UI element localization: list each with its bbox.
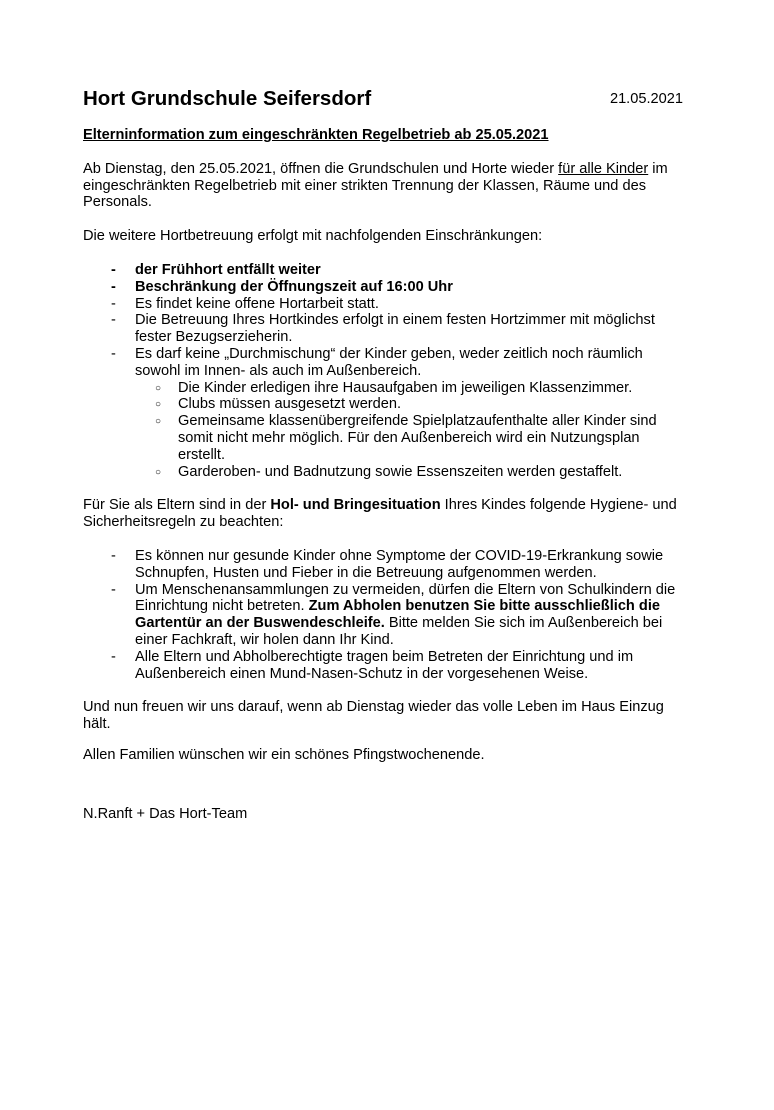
sub-list-item: ○ Garderoben- und Badnutzung sowie Essenszeiten werden gestaffelt. xyxy=(135,464,683,481)
restrictions-intro: Die weitere Hortbetreuung erfolgt mit nachfolgenden Einschränkungen: xyxy=(83,228,543,245)
hygiene-intro xyxy=(83,497,683,531)
list-item-text-bold: Zum Abholen benutzen Sie bitte ausschließlich die Gartentür an der Buswendeschleife. xyxy=(135,598,660,632)
letter-title: Hort Grundschule Seifersdorf xyxy=(83,87,372,110)
signature: N.Ranft + Das Hort-Team xyxy=(83,805,248,822)
sub-list-item: ○ Die Kinder erledigen ihre Hausaufgaben im jeweiligen Klassenzimmer. xyxy=(135,380,683,397)
closing-paragraph: Und nun freuen wir uns darauf, wenn ab Dienstag wieder das volle Leben im Haus Einzug hält. xyxy=(83,699,664,733)
intro-text-a: Ab Dienstag, den 25.05.2021, öffnen die Grundschulen und Horte wieder xyxy=(83,160,559,177)
letter-header xyxy=(83,87,683,111)
restrictions-list xyxy=(83,262,683,480)
list-item-text: Es darf keine „Durchmischung“ der Kinder geben, weder zeitlich noch räumlich sowohl im Innen- als auch im Außenbereich. xyxy=(135,345,643,379)
list-item xyxy=(83,582,683,649)
hygiene-intro-a: Für Sie als Eltern sind in der xyxy=(83,497,271,514)
list-item-text-b: Bitte melden Sie sich im Außenbereich bei einer Fachkraft, wir holen dann Ihr Kind. xyxy=(135,615,663,648)
letter-date: 21.05.2021 xyxy=(609,91,683,107)
intro-text-b: im eingeschränkten Regelbetrieb mit einer strikten Trennung der Klassen, Räume und des Personals. xyxy=(83,160,668,211)
hygiene-intro-b: Ihres Kindes folgende Hygiene- und Sicherheitsregeln zu beachten: xyxy=(83,497,677,531)
intro-paragraph xyxy=(83,161,683,211)
list-item xyxy=(83,346,683,480)
letter xyxy=(83,87,683,823)
list-item: - Es können nur gesunde Kinder ohne Symptome der COVID-19-Erkrankung sowie Schnupfen, Husten und Fieber in die Betreuung aufgenommen werden. xyxy=(83,548,683,582)
sub-list-item: ○ Gemeinsame klassenübergreifende Spielplatzaufenthalte aller Kinder sind somit nicht mehr möglich. Für den Außenbereich wird ein Nutzungsplan erstellt. xyxy=(135,413,683,463)
list-item-text-a: Um Menschenansammlungen zu vermeiden, dürfen die Eltern von Schulkindern die Einrichtung nicht betreten. xyxy=(135,581,676,615)
hygiene-list xyxy=(83,548,683,682)
sub-list-item: ○ Clubs müssen ausgesetzt werden. xyxy=(135,396,683,413)
list-item: - Die Betreuung Ihres Hortkindes erfolgt in einem festen Hortzimmer mit möglichst fester Bezugserzieherin. xyxy=(83,312,683,346)
sub-list xyxy=(135,380,683,481)
list-item: - Beschränkung der Öffnungszeit auf 16:00 Uhr xyxy=(83,279,683,296)
holiday-wishes: Allen Familien wünschen wir ein schönes Pfingstwochenende. xyxy=(83,746,485,763)
list-item: - Alle Eltern und Abholberechtigte tragen beim Betreten der Einrichtung und im Außenbereich einen Mund-Nasen-Schutz in der vorgesehenen Weise. xyxy=(83,649,683,683)
intro-text-underlined: für alle Kinder xyxy=(558,160,649,177)
subject-line: Elterninformation zum eingeschränkten Regelbetrieb ab 25.05.2021 xyxy=(83,127,549,143)
list-item: - der Frühhort entfällt weiter xyxy=(83,262,683,279)
list-item: - Es findet keine offene Hortarbeit statt. xyxy=(83,296,683,313)
hygiene-intro-bold: Hol- und Bringesituation xyxy=(270,497,441,514)
